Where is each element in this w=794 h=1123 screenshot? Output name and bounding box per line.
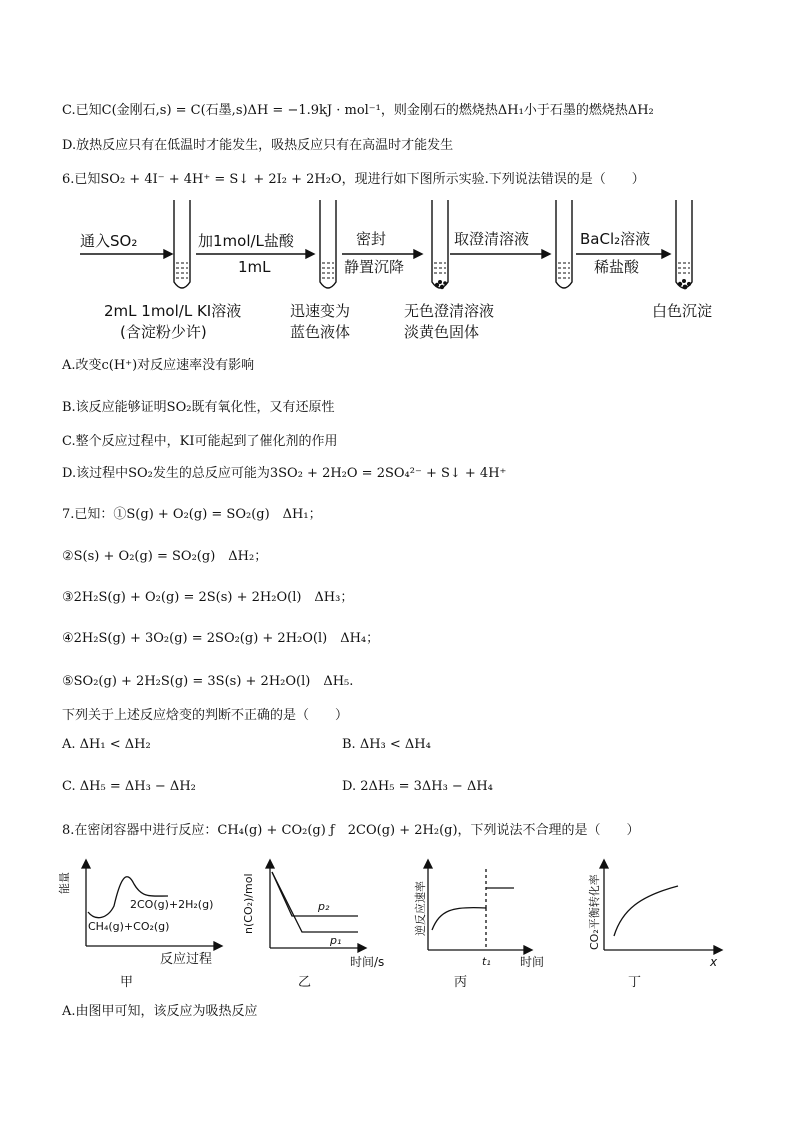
jia-product-label: 2CO(g)+2H₂(g) bbox=[130, 898, 214, 911]
q7-reaction-5: ⑤SO₂(g) + 2H₂S(g) = 3S(s) + 2H₂O(l) ΔH₅. bbox=[62, 674, 354, 689]
bing-xlabel: 时间 bbox=[520, 955, 545, 969]
jia-caption: 甲 bbox=[120, 975, 134, 990]
tube3-label-a: 无色澄清溶液 bbox=[404, 302, 495, 320]
test-tube-1 bbox=[174, 200, 190, 288]
q8-stem: 8.在密闭容器中进行反应：CH₄(g) + CO₂(g) ƒ 2CO(g) + 2H₂(g)，下列说法不合理的是（ ） bbox=[62, 823, 640, 838]
flow-step2-top: 加1mol/L盐酸 bbox=[198, 232, 294, 250]
q6-option-b: B.该反应能够证明SO₂既有氧化性，又有还原性 bbox=[62, 400, 335, 415]
jia-xlabel: 反应过程 bbox=[160, 952, 213, 967]
jia-ylabel: 能量 bbox=[58, 872, 71, 894]
q6-option-a: A.改变c(H⁺)对反应速率没有影响 bbox=[62, 358, 255, 373]
tube3-label-b: 淡黄色固体 bbox=[404, 323, 480, 341]
jia-energy-curve bbox=[88, 877, 168, 918]
yi-p1-label: p₁ bbox=[330, 934, 342, 947]
q6-option-c: C.整个反应过程中，KI可能起到了催化剂的作用 bbox=[62, 434, 338, 449]
flow-step5-bot: 稀盐酸 bbox=[594, 258, 640, 276]
tube2-label-a: 迅速变为 bbox=[290, 302, 351, 320]
yi-curve-p2 bbox=[272, 872, 358, 916]
q6-option-d: D.该过程中SO₂发生的总反应可能为3SO₂ + 2H₂O = 2SO₄²⁻ + S↓ + 4H⁺ bbox=[62, 466, 507, 481]
yi-curve-p1 bbox=[272, 872, 358, 932]
flow-step2-bot: 1mL bbox=[238, 258, 271, 276]
flow-step5-top: BaCl₂溶液 bbox=[580, 230, 651, 248]
q7-reaction-2: ②S(s) + O₂(g) = SO₂(g) ΔH₂； bbox=[62, 549, 268, 564]
q7-question: 下列关于上述反应焓变的判断不正确的是（ ） bbox=[62, 708, 349, 723]
q7-reaction-4: ④2H₂S(g) + 3O₂(g) = 2SO₂(g) + 2H₂O(l) ΔH₄； bbox=[62, 631, 380, 646]
q7-option-b: B. ΔH₃ < ΔH₄ bbox=[342, 737, 431, 752]
tube5-label: 白色沉淀 bbox=[652, 302, 713, 320]
flow-step4: 取澄清溶液 bbox=[454, 230, 530, 248]
q8-option-a: A.由图甲可知，该反应为吸热反应 bbox=[62, 1004, 258, 1019]
q5-option-c: C.已知C(金刚石,s) = C(石墨,s)ΔH = −1.9kJ · mol⁻¹，则金刚石的燃烧热ΔH₁小于石墨的燃烧热ΔH₂ bbox=[62, 103, 654, 118]
q7-option-a: A. ΔH₁ < ΔH₂ bbox=[62, 737, 151, 752]
yi-xlabel: 时间/s bbox=[350, 955, 385, 969]
ding-conversion-curve bbox=[614, 886, 678, 936]
yi-p2-label: p₂ bbox=[318, 900, 330, 913]
ding-caption: 丁 bbox=[628, 975, 642, 990]
test-tube-2 bbox=[320, 200, 336, 288]
tube2-label-b: 蓝色液体 bbox=[290, 323, 351, 341]
q7-reaction-3: ③2H₂S(g) + O₂(g) = 2S(s) + 2H₂O(l) ΔH₃； bbox=[62, 590, 354, 605]
bing-t1-label: t₁ bbox=[482, 955, 491, 968]
q6-stem: 6.已知SO₂ + 4I⁻ + 4H⁺ = S↓ + 2I₂ + 2H₂O，现进行如下图所示实验.下列说法错误的是（ ） bbox=[62, 172, 645, 187]
ding-ylabel: CO₂平衡转化率 bbox=[588, 874, 601, 950]
flow-step1: 通入SO₂ bbox=[80, 232, 138, 250]
q5-option-d: D.放热反应只有在低温时才能发生，吸热反应只有在高温时才能发生 bbox=[62, 138, 454, 153]
bing-rate-curve bbox=[432, 908, 486, 930]
bing-caption: 丙 bbox=[454, 975, 468, 990]
flow-step3-top: 密封 bbox=[356, 230, 387, 248]
test-tube-5 bbox=[676, 200, 692, 288]
q7-option-d: D. 2ΔH₅ = 3ΔH₃ − ΔH₄ bbox=[342, 779, 493, 794]
tube1-label-a: 2mL 1mol/L KI溶液 bbox=[104, 302, 242, 320]
ding-xlabel: x bbox=[710, 955, 718, 969]
jia-reactant-label: CH₄(g)+CO₂(g) bbox=[88, 920, 170, 933]
flow-step3-bot: 静置沉降 bbox=[344, 258, 405, 276]
test-tube-3 bbox=[432, 200, 448, 288]
q7-reaction-1: 7.已知：①S(g) + O₂(g) = SO₂(g) ΔH₁； bbox=[62, 507, 322, 522]
tube1-label-b: (含淀粉少许) bbox=[120, 323, 207, 341]
yi-ylabel: n(CO₂)/mol bbox=[242, 873, 255, 934]
yi-caption: 乙 bbox=[298, 975, 312, 990]
bing-ylabel: 逆反应速率 bbox=[414, 881, 427, 936]
test-tube-4 bbox=[556, 200, 572, 288]
q7-option-c: C. ΔH₅ = ΔH₃ − ΔH₂ bbox=[62, 779, 196, 794]
